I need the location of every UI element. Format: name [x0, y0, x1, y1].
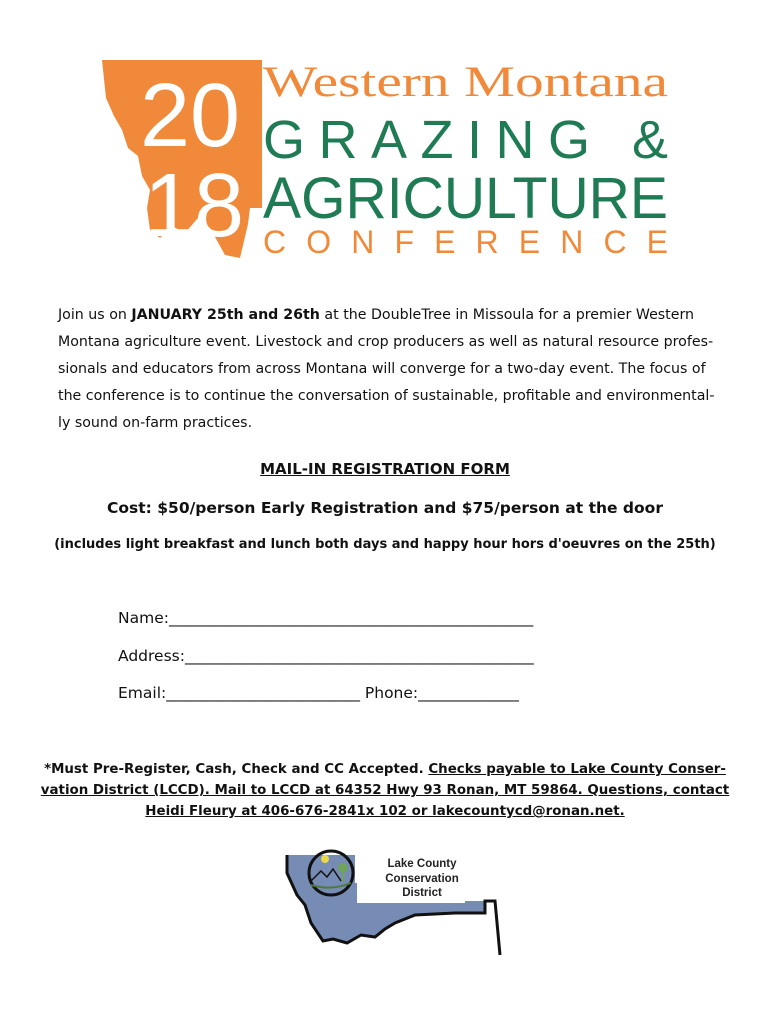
address-field[interactable]: Address:_____________________________________________: [118, 647, 534, 665]
intro-paragraph: [58, 302, 718, 437]
includes-note: (includes light breakfast and lunch both days and happy hour hors d'oeuvres on the 25th): [54, 537, 716, 552]
payment-notice: [30, 759, 740, 822]
lccd-line1: Lake County: [387, 858, 457, 870]
lccd-line3: District: [402, 887, 442, 899]
cost-line: Cost: $50/person Early Registration and $75/person at the door: [107, 499, 663, 517]
title-western-montana: Western Montana: [263, 59, 668, 106]
form-title: MAIL-IN REGISTRATION FORM: [260, 460, 510, 478]
sun-icon: [321, 855, 329, 863]
intro-prefix: Join us on: [58, 307, 132, 323]
event-dates: JANUARY 25th and 26th: [131, 307, 320, 323]
montana-map-logo: [100, 58, 680, 268]
year-bottom: 18: [143, 156, 245, 256]
title-conference: CONFERENCE: [263, 224, 668, 260]
notice-contact: Checks payable to Lake County Conser-vation District (LCCD). Mail to LCCD at 64352 Hwy 93 Ronan, MT 59864. Questions, contact Heidi Fleury at 406-676-2841x 102 or lakecountycd@ronan.net.: [40, 762, 730, 819]
lccd-name: [372, 857, 472, 901]
lccd-line2: Conservation: [385, 872, 459, 885]
title-grazing: GRAZING &: [263, 110, 668, 170]
tree-icon: [338, 863, 348, 873]
title-agriculture: AGRICULTURE: [263, 166, 668, 231]
name-field[interactable]: Name:_______________________________________________: [118, 609, 534, 627]
notice-plain: *Must Pre-Register, Cash, Check and CC Accepted.: [44, 762, 429, 777]
intro-body: at the DoubleTree in Missoula for a premier Western Montana agriculture event. Livestock and crop producers as well as natural resource profes-sionals and educators from across Montana will converge for a two-day event. The focus of the conference is to continue the conversation of sustainable, profitable and environmental-ly sound on-farm practices.: [58, 307, 715, 431]
year-top: 20: [139, 66, 241, 166]
conference-logo: [100, 58, 680, 268]
email-phone-field[interactable]: Email:_________________________ Phone:_____________: [118, 684, 519, 702]
